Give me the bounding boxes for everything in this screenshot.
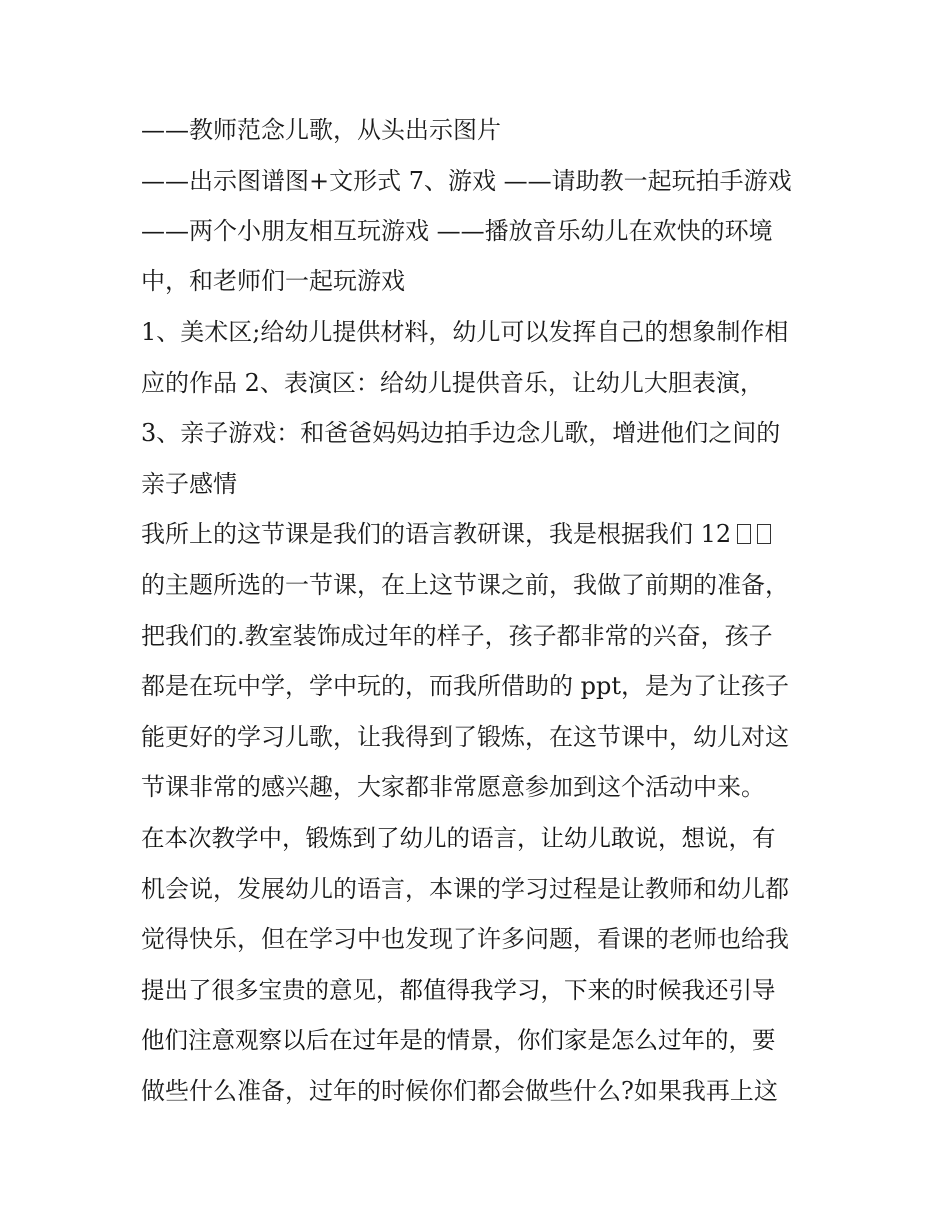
text-line-7: 3、亲子游戏：和爸爸妈妈边拍手边念儿歌，增进他们之间的 <box>141 419 781 447</box>
text-line-10: 的主题所选的一节课，在上这节课之前，我做了前期的准备， <box>141 571 789 599</box>
text-line-3: ——两个小朋友相互玩游戏 ——播放音乐幼儿在欢快的环境 <box>141 217 773 245</box>
text-line-2: ——出示图谱图+文形式 7、游戏 ——请助教一起玩拍手游戏 <box>141 167 792 195</box>
text-line-20: 做些什么准备，过年的时候你们都会做些什么?如果我再上这 <box>141 1077 778 1105</box>
text-line-16: 机会说，发展幼儿的语言，本课的学习过程是让教师和幼儿都 <box>141 875 789 903</box>
missing-glyph-icon <box>757 524 771 544</box>
text-line-11: 把我们的.教室装饰成过年的样子，孩子都非常的兴奋，孩子 <box>141 622 773 650</box>
text-line-9-content: 我所上的这节课是我们的语言教研课，我是根据我们 12 <box>141 520 732 548</box>
text-line-15: 在本次教学中，锻炼到了幼儿的语言，让幼儿敢说，想说，有 <box>141 824 776 852</box>
text-line-12: 都是在玩中学，学中玩的，而我所借助的 ppt，是为了让孩子 <box>141 672 789 700</box>
text-line-18: 提出了很多宝贵的意见，都值得我学习，下来的时候我还引导 <box>141 976 776 1004</box>
text-line-9 <box>141 518 771 550</box>
text-line-14: 节课非常的感兴趣，大家都非常愿意参加到这个活动中来。 <box>141 773 765 801</box>
text-line-13: 能更好的学习儿歌，让我得到了锻炼，在这节课中，幼儿对这 <box>141 723 789 751</box>
text-line-6: 应的作品 2、表演区：给幼儿提供音乐，让幼儿大胆表演， <box>141 369 764 397</box>
missing-glyph-icon <box>737 524 751 544</box>
text-line-5: 1、美术区;给幼儿提供材料，幼儿可以发挥自己的想象制作相 <box>141 318 789 346</box>
text-line-17: 觉得快乐，但在学习中也发现了许多问题，看课的老师也给我 <box>141 925 789 953</box>
text-line-1: ——教师范念儿歌，从头出示图片 <box>141 116 501 144</box>
text-line-4: 中，和老师们一起玩游戏 <box>141 267 405 295</box>
text-line-8: 亲子感情 <box>141 470 237 498</box>
text-line-19: 他们注意观察以后在过年是的情景，你们家是怎么过年的，要 <box>141 1026 776 1054</box>
